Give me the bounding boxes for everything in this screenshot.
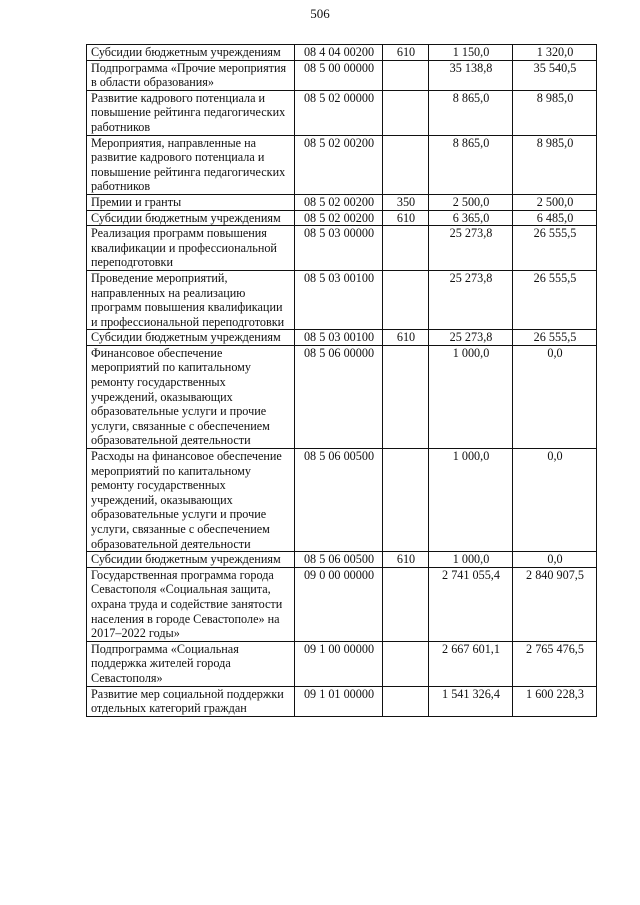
row-name-cell: Субсидии бюджетным учреждениям (87, 45, 295, 61)
amount-second-year-cell: 6 485,0 (513, 210, 597, 226)
amount-second-year-cell: 0,0 (513, 345, 597, 448)
target-article-code-cell: 09 0 00 00000 (295, 567, 383, 641)
target-article-code-cell: 08 5 03 00000 (295, 226, 383, 271)
table-row (87, 641, 597, 686)
amount-second-year-cell: 26 555,5 (513, 330, 597, 346)
table-row (87, 194, 597, 210)
expense-type-cell (383, 90, 429, 135)
amount-second-year-cell: 8 985,0 (513, 90, 597, 135)
row-name-cell: Субсидии бюджетным учреждениям (87, 552, 295, 568)
row-name-cell: Развитие кадрового потенциала и повышение рейтинга педагогических работников (87, 90, 295, 135)
table-row (87, 226, 597, 271)
row-name-cell: Проведение мероприятий, направленных на реализацию программ повышения квалификации и профессиональной переподготовки (87, 270, 295, 329)
table-row (87, 686, 597, 716)
target-article-code-cell: 08 5 02 00200 (295, 194, 383, 210)
amount-second-year-cell: 2 840 907,5 (513, 567, 597, 641)
amount-second-year-cell: 35 540,5 (513, 60, 597, 90)
amount-first-year-cell: 1 000,0 (429, 345, 513, 448)
amount-first-year-cell: 1 150,0 (429, 45, 513, 61)
target-article-code-cell: 08 5 03 00100 (295, 270, 383, 329)
amount-second-year-cell: 2 765 476,5 (513, 641, 597, 686)
expense-type-cell (383, 567, 429, 641)
expense-type-cell (383, 226, 429, 271)
target-article-code-cell: 08 5 06 00500 (295, 552, 383, 568)
table-row (87, 60, 597, 90)
table-row (87, 567, 597, 641)
row-name-cell: Развитие мер социальной поддержки отдельных категорий граждан (87, 686, 295, 716)
amount-second-year-cell: 0,0 (513, 552, 597, 568)
expense-type-cell (383, 270, 429, 329)
amount-second-year-cell: 8 985,0 (513, 135, 597, 194)
table-row (87, 552, 597, 568)
table-row (87, 345, 597, 448)
amount-second-year-cell: 26 555,5 (513, 270, 597, 329)
amount-second-year-cell: 1 600 228,3 (513, 686, 597, 716)
budget-table (86, 44, 597, 717)
row-name-cell: Реализация программ повышения квалификации и профессиональной переподготовки (87, 226, 295, 271)
row-name-cell: Премии и гранты (87, 194, 295, 210)
expense-type-cell (383, 345, 429, 448)
target-article-code-cell: 08 5 06 00500 (295, 449, 383, 552)
amount-first-year-cell: 1 000,0 (429, 449, 513, 552)
expense-type-cell: 610 (383, 330, 429, 346)
table-row (87, 330, 597, 346)
row-name-cell: Субсидии бюджетным учреждениям (87, 210, 295, 226)
amount-second-year-cell: 0,0 (513, 449, 597, 552)
expense-type-cell (383, 60, 429, 90)
amount-second-year-cell: 2 500,0 (513, 194, 597, 210)
amount-first-year-cell: 8 865,0 (429, 135, 513, 194)
budget-table-body (87, 45, 597, 717)
amount-first-year-cell: 2 667 601,1 (429, 641, 513, 686)
table-row (87, 449, 597, 552)
target-article-code-cell: 08 5 00 00000 (295, 60, 383, 90)
target-article-code-cell: 08 5 06 00000 (295, 345, 383, 448)
row-name-cell: Субсидии бюджетным учреждениям (87, 330, 295, 346)
expense-type-cell: 610 (383, 210, 429, 226)
table-row (87, 90, 597, 135)
amount-first-year-cell: 2 500,0 (429, 194, 513, 210)
amount-second-year-cell: 26 555,5 (513, 226, 597, 271)
amount-first-year-cell: 1 000,0 (429, 552, 513, 568)
row-name-cell: Мероприятия, направленные на развитие кадрового потенциала и повышение рейтинга педагогических работников (87, 135, 295, 194)
row-name-cell: Расходы на финансовое обеспечение мероприятий по капитальному ремонту государственных учреждений, оказывающих образовательные услуги и прочие услуги, связанные с обеспечением образовательной деятельности (87, 449, 295, 552)
amount-first-year-cell: 8 865,0 (429, 90, 513, 135)
row-name-cell: Государственная программа города Севастополя «Социальная защита, охрана труда и содействие занятости населения в городе Севастополе» на 2017–2022 годы» (87, 567, 295, 641)
expense-type-cell (383, 449, 429, 552)
amount-first-year-cell: 25 273,8 (429, 226, 513, 271)
amount-first-year-cell: 25 273,8 (429, 330, 513, 346)
amount-first-year-cell: 1 541 326,4 (429, 686, 513, 716)
target-article-code-cell: 09 1 01 00000 (295, 686, 383, 716)
target-article-code-cell: 08 5 02 00200 (295, 135, 383, 194)
target-article-code-cell: 08 5 03 00100 (295, 330, 383, 346)
target-article-code-cell: 08 5 02 00200 (295, 210, 383, 226)
expense-type-cell: 610 (383, 552, 429, 568)
row-name-cell: Подпрограмма «Социальная поддержка жителей города Севастополя» (87, 641, 295, 686)
expense-type-cell (383, 135, 429, 194)
amount-first-year-cell: 6 365,0 (429, 210, 513, 226)
amount-first-year-cell: 2 741 055,4 (429, 567, 513, 641)
amount-second-year-cell: 1 320,0 (513, 45, 597, 61)
table-row (87, 210, 597, 226)
expense-type-cell (383, 686, 429, 716)
amount-first-year-cell: 25 273,8 (429, 270, 513, 329)
target-article-code-cell: 09 1 00 00000 (295, 641, 383, 686)
expense-type-cell: 350 (383, 194, 429, 210)
amount-first-year-cell: 35 138,8 (429, 60, 513, 90)
table-row (87, 135, 597, 194)
row-name-cell: Подпрограмма «Прочие мероприятия в области образования» (87, 60, 295, 90)
table-row (87, 270, 597, 329)
row-name-cell: Финансовое обеспечение мероприятий по капитальному ремонту государственных учреждений, оказывающих образовательные услуги и прочие услуги, связанные с обеспечением образовательной деятельности (87, 345, 295, 448)
expense-type-cell: 610 (383, 45, 429, 61)
table-row (87, 45, 597, 61)
target-article-code-cell: 08 5 02 00000 (295, 90, 383, 135)
page-number: 506 (310, 6, 330, 21)
target-article-code-cell: 08 4 04 00200 (295, 45, 383, 61)
expense-type-cell (383, 641, 429, 686)
